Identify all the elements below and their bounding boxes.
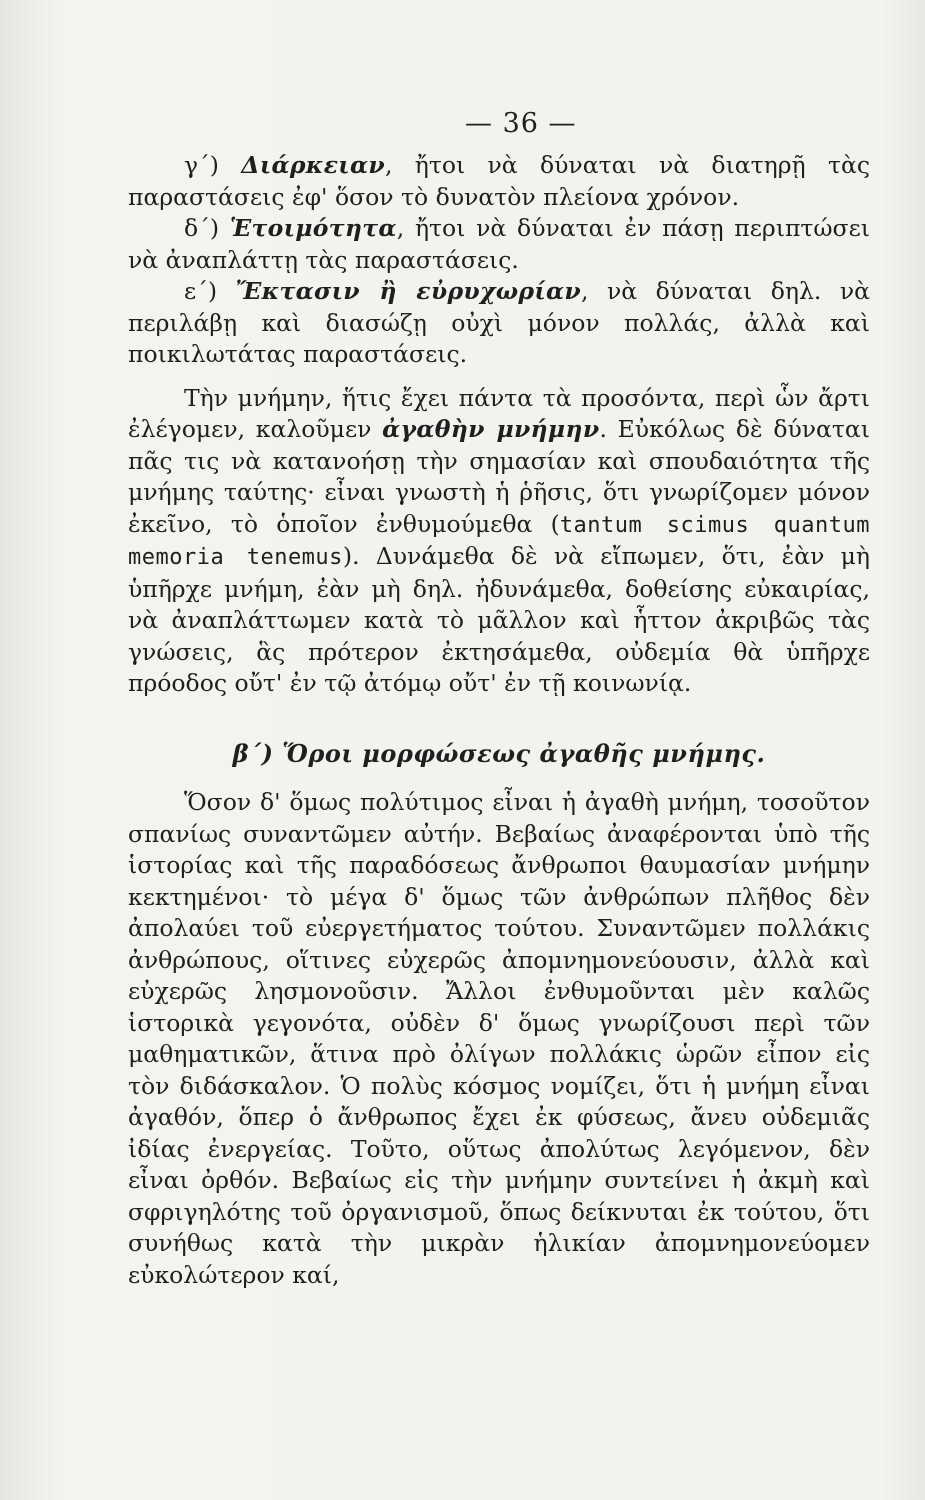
section-heading: β´) Ὅροι μορφώσεως ἀγαθῆς μνήμης. <box>232 738 766 768</box>
paragraph-text: . Εὐκόλως δὲ δύναται πᾶς τις νὰ κατανοήσῃ τὴν σημασίαν καὶ σπουδαιότητα τῆς μνήμης ταύτης· εἶναι γνωστὴ ἡ ῥῆσις, ὅτι γνωρίζομεν μόνον ἐκεῖνο, τὸ ὁποῖον ἐνθυμούμεθα ( <box>128 415 871 538</box>
paragraph-text: Τὴν μνήμην, ἥτις ἔχει πάντα τὰ προσόντα, περὶ ὧν ἄρτι ἐλέγομεν, καλοῦμεν <box>128 383 870 443</box>
paragraph <box>128 383 870 700</box>
item-term: Ἔκτασιν ἢ εὐρυχωρίαν <box>235 277 581 305</box>
item-marker: ε´) <box>184 277 236 305</box>
list-item <box>128 276 870 371</box>
page-number: — 36 — <box>465 108 577 139</box>
item-text: , νὰ δύναται δηλ. νὰ περιλάβῃ καὶ διασώζῃ οὐχὶ μόνον πολλάς, ἀλλὰ καὶ ποικιλωτάτας παραστάσεις. <box>128 277 870 368</box>
item-marker: γ´) <box>184 151 242 179</box>
item-marker: δ´) <box>184 214 230 242</box>
item-text: , ἤτοι νὰ δύναται ἐν πάσῃ περιπτώσει νὰ ἀναπλάττῃ τὰς παραστάσεις. <box>128 214 870 274</box>
item-term: Ἑτοιμότητα <box>229 214 397 242</box>
item-text: , ἤτοι νὰ δύναται νὰ διατηρῇ τὰς παραστάσεις ἐφ' ὅσον τὸ δυνατὸν πλείονα χρόνον. <box>128 151 870 211</box>
body-text <box>128 150 870 1291</box>
paragraph-text: ). Δυνάμεθα δὲ νὰ εἴπωμεν, ὅτι, ἐὰν μὴ ὑπῆρχε μνήμη, ἐὰν μὴ δηλ. ἠδυνάμεθα, δοθείσης εὐκαιρίας, νὰ ἀναπλάττωμεν κατὰ τὸ μᾶλλον καὶ ἧττον ἀκριβῶς τὰς γνώσεις, ἃς πρότερον ἐκτησάμεθα, οὐδεμία θὰ ὑπῆρχε πρόοδος οὔτ' ἐν τῷ ἀτόμῳ οὔτ' ἐν τῇ κοινωνίᾳ. <box>128 542 870 697</box>
spacer <box>128 371 870 383</box>
latin-quote: tantum scimus quantum memoria tenemus <box>128 512 870 570</box>
list-item <box>128 213 870 276</box>
defined-term: ἀγαθὴν μνήμην <box>382 415 600 443</box>
item-term: Διάρκειαν <box>241 151 385 179</box>
paragraph: Ὅσον δ' ὅμως πολύτιμος εἶναι ἡ ἀγαθὴ μνήμη, τοσοῦτον σπανίως συναντῶμεν αὐτήν. Βεβαίως ἀναφέρονται ὑπὸ τῆς ἱστορίας καὶ τῆς παραδόσεως ἄνθρωποι θαυμασίαν μνήμην κεκτημένοι· τὸ μέγα δ' ὅμως τῶν ἀνθρώπων πλῆθος δὲν ἀπολαύει τοῦ εὐεργετήματος τούτου. Συναντῶμεν πολλάκις ἀνθρώπους, οἵτινες εὐχερῶς ἀπομνημονεύουσιν, ἀλλὰ καὶ εὐχερῶς λησμονοῦσιν. Ἄλλοι ἐνθυμοῦνται μὲν καλῶς ἱστορικὰ γεγονότα, οὐδὲν δ' ὅμως γνωρίζουσι περὶ τῶν μαθηματικῶν, ἅτινα πρὸ ὀλίγων πολλάκις ὡρῶν εἶπον εἰς τὸν διδάσκαλον. Ὁ πολὺς κόσμος νομίζει, ὅτι ἡ μνήμη εἶναι ἀγαθόν, ὅπερ ὁ ἄνθρωπος ἔχει ἐκ φύσεως, ἄνευ οὐδεμιᾶς ἰδίας ἐνεργείας. Τοῦτο, οὕτως ἀπολύτως λεγόμενον, δὲν εἶναι ὀρθόν. Βεβαίως εἰς τὴν μνήμην συντείνει ἡ ἀκμὴ καὶ σφριγηλότης τοῦ ὀργανισμοῦ, ὅπως δείκνυται ἐκ τούτου, ὅτι συνήθως κατὰ τὴν μικρὰν ἡλικίαν ἀπομνημονεύομεν εὐκολώτερον καί, <box>128 788 870 1289</box>
list-item <box>128 150 870 213</box>
